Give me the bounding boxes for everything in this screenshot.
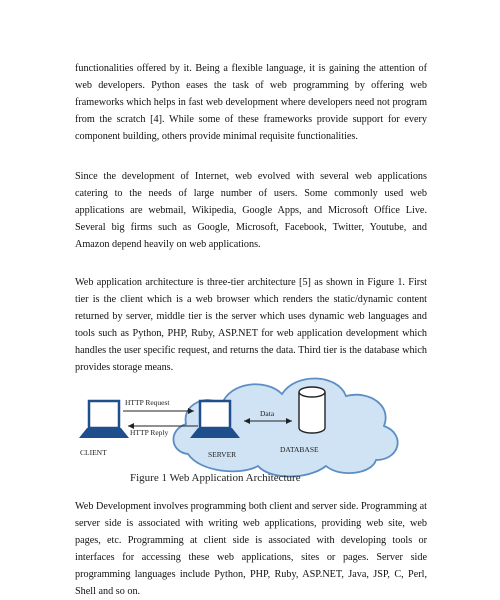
http-request-arrow <box>123 408 194 414</box>
figure-web-architecture <box>70 360 430 490</box>
http-request-label: HTTP Request <box>125 398 170 407</box>
paragraph-web-applications: Since the development of Internet, web evolved with several web applications catering to the needs of large number of users. Some commonly used web applications are webmail, Wikipedia, Google Apps, and Microsoft Office Live. Several big firms such as Google, Microsoft, Facebook, Twitter, Youtube, and Amazon depend heavily on web applications. <box>75 171 427 250</box>
data-label: Data <box>260 409 275 418</box>
paragraph-python-frameworks: functionalities offered by it. Being a flexible language, it is gaining the attention of web developers. Python eases the task of web programming by offering web frameworks which helps in fast web development where developers need not program from the scratch [4]. While some of these frameworks provide support for every component building, others provide minimal requisite functionalities. <box>75 63 427 142</box>
http-reply-label: HTTP Reply <box>130 428 169 437</box>
client-laptop-icon <box>79 401 129 438</box>
architecture-diagram <box>70 360 430 490</box>
paragraph-three-tier-architecture: Web application architecture is three-tier architecture [5] as shown in Figure 1. First tier is the client which is a web browser which renders the static/dynamic content returned by server, middle tier is the server which uses dynamic web languages and tools such as Python, PHP, Ruby, ASP.NET for web application development which handles the user specific request, and returns the data. Third tier is the database which provides storage means. <box>75 277 427 373</box>
database-label: DATABASE <box>280 445 319 454</box>
server-label: SERVER <box>208 450 237 459</box>
client-label: CLIENT <box>80 448 107 457</box>
figure-caption: Figure 1 Web Application Architecture <box>130 472 301 484</box>
database-cylinder-icon <box>299 387 325 433</box>
paragraph-web-development: Web Development involves programming both client and server side. Programming at server side is associated with writing web applications, providing web site, web pages, etc. Programming at client side is associated with developing tools or interfaces for accessing these web applications, sites or pages. Server side programming languages include Python, PHP, Ruby, ASP.NET, Java, JSP, C, Perl, Shell and so on. <box>75 501 427 597</box>
